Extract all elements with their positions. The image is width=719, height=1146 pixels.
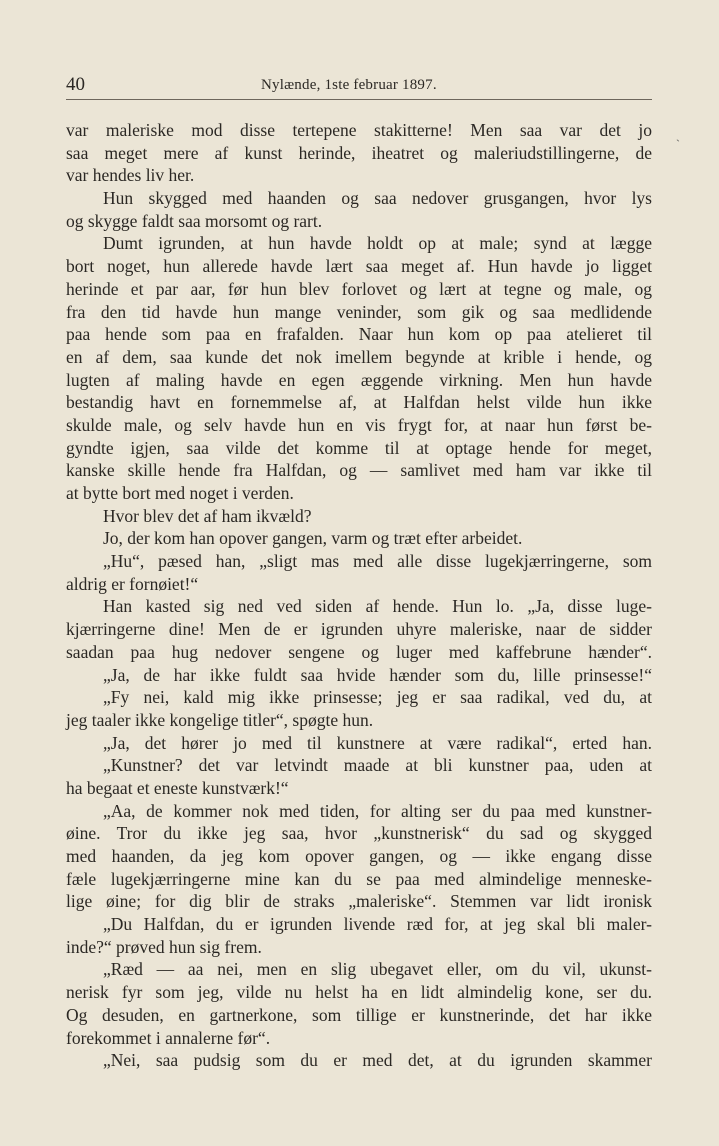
- text-line: saa meget mere af kunst herinde, iheatret og maleriudstillingerne, de: [66, 142, 652, 163]
- text-line: bort noget, hun allerede havde lært saa meget af. Hun havde jo ligget: [66, 256, 652, 277]
- text-line: fæle lugekjærringerne mine kan du se paa med almindelige menneske-: [66, 868, 652, 889]
- margin-mark: ˎ: [676, 128, 680, 142]
- text-line: „Ja, det hører jo med til kunstnere at være radikal“, erted han.: [103, 732, 652, 753]
- text-line: Og desuden, en gartnerkone, som tillige er kunstnerinde, det har ikke: [66, 1004, 652, 1025]
- text-line: en af dem, saa kunde det nok imellem begynde at krible i hende, og: [66, 346, 652, 367]
- text-line: skulde male, og selv havde hun en vis frygt for, at naar hun først be-: [66, 414, 652, 435]
- text-line: var maleriske mod disse tertepene stakitterne! Men saa var det jo: [66, 120, 652, 140]
- text-line: herinde et par aar, før hun blev forlovet og lært at tegne og male, og: [66, 278, 652, 299]
- text-line: bestandig havt en fornemmelse af, at Halfdan helst vilde hun ikke: [66, 392, 652, 413]
- text-line: „Nei, saa pudsig som du er med det, at du igrunden skammer: [103, 1050, 652, 1071]
- text-line: „Aa, de kommer nok med tiden, for alting ser du paa med kunstner-: [103, 800, 652, 821]
- text-line: „Kunstner? det var letvindt maade at bli kunstner paa, uden at: [103, 755, 652, 776]
- text-line: „Ræd — aa nei, men en slig ubegavet eller, om du vil, ukunst-: [103, 959, 652, 980]
- text-line: Hun skygged med haanden og saa nedover grusgangen, hvor lys: [103, 188, 652, 209]
- text-line: inde?“ prøved hun sig frem.: [66, 936, 262, 957]
- text-line: lugten af maling havde en egen æggende virkning. Men hun havde: [66, 369, 652, 390]
- text-line: forekommet i annalerne før“.: [66, 1027, 271, 1048]
- text-line: „Hu“, pæsed han, „sligt mas med alle disse lugekjærringerne, som: [103, 551, 652, 572]
- text-line: Jo, der kom han opover gangen, varm og træt efter arbeidet.: [103, 528, 523, 549]
- text-line: Han kasted sig ned ved siden af hende. Hun lo. „Ja, disse luge-: [103, 596, 652, 617]
- text-line: „Ja, de har ikke fuldt saa hvide hænder som du, lille prinsesse!“: [103, 664, 652, 685]
- text-line: gyndte igjen, saa vilde det komme til at optage hende for meget,: [66, 437, 652, 458]
- text-line: „Du Halfdan, du er igrunden livende ræd for, at jeg skal bli maler-: [103, 914, 652, 935]
- text-line: Hvor blev det af ham ikvæld?: [103, 505, 312, 526]
- text-line: jeg taaler ikke kongelige titler“, spøgte hun.: [66, 709, 374, 730]
- page-number: 40: [66, 74, 85, 95]
- text-line: lige øine; for dig blir de straks „maleriske“. Stemmen var lidt ironisk: [66, 891, 652, 912]
- text-line: var hendes liv her.: [66, 165, 195, 186]
- text-line: med haanden, da jeg kom opover gangen, og — ikke engang disse: [66, 846, 652, 866]
- body-text: [66, 119, 652, 1072]
- text-line: kanske skille hende fra Halfdan, og — samlivet med ham var ikke til: [66, 460, 652, 481]
- text-line: ha begaat et eneste kunstværk!“: [66, 777, 289, 798]
- text-line: øine. Tror du ikke jeg saa, hvor „kunstnerisk“ du sad og skygged: [66, 823, 652, 844]
- text-line: „Fy nei, kald mig ikke prinsesse; jeg er saa radikal, ved du, at: [103, 687, 652, 708]
- text-line: kjærringerne dine! Men de er igrunden uhyre maleriske, naar de sidder: [66, 619, 652, 640]
- running-head: Nylænde, 1ste februar 1897.: [261, 77, 437, 93]
- text-line: fra den tid havde hun mange veninder, som gik og saa medlidende: [66, 301, 652, 322]
- text-line: paa hende som paa en frafalden. Naar hun kom op paa atelieret til: [66, 324, 652, 345]
- text-line: Dumt igrunden, at hun havde holdt op at male; synd at lægge: [103, 233, 652, 254]
- header-rule: [66, 99, 652, 100]
- text-line: nerisk fyr som jeg, vilde nu helst ha en lidt almindelig kone, ser du.: [66, 982, 652, 1003]
- text-line: aldrig er fornøiet!“: [66, 573, 199, 594]
- text-line: saadan paa hug nedover sengene og luger med kaffebrune hænder“.: [66, 641, 652, 662]
- text-line: og skygge faldt saa morsomt og rart.: [66, 210, 323, 231]
- page-header: [66, 74, 652, 98]
- text-line: at bytte bort med noget i verden.: [66, 483, 294, 503]
